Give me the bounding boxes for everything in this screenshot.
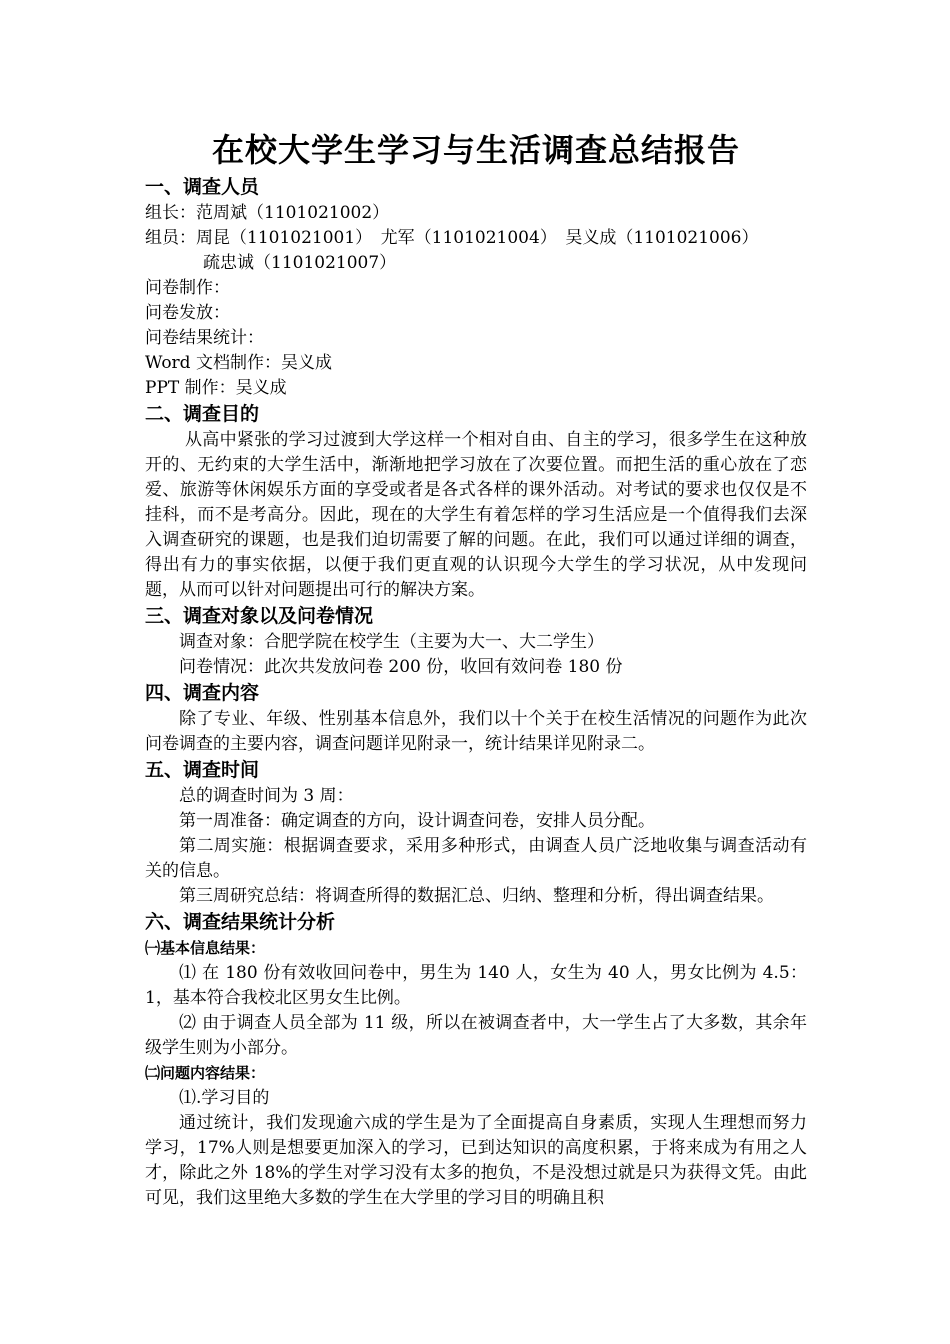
word-doc-line: Word 文档制作：吴义成 [145,353,332,373]
document-page [145,120,807,1211]
questionnaire-make-line: 问卷制作： [145,278,230,298]
questionnaire-send-line: 问卷发放： [145,303,230,323]
section-heading-time: 五、调查时间 [145,759,260,781]
subheading-question-results: ㈡问题内容结果： [145,1064,266,1082]
basic-info-item-1: ⑴ 在 180 份有效收回问卷中，男生为 140 人，女生为 40 人，男女比例为 4.5：1，基本符合我校北区男女生比例。 [145,963,807,1008]
section-heading-subjects: 三、调查对象以及问卷情况 [145,605,374,627]
leader-line: 组长：范周斌（1101021002） [145,203,390,223]
questionnaire-stats-line: 问卷结果统计： [145,328,264,348]
week3-line: 第三周研究总结：将调查所得的数据汇总、归纳、整理和分析，得出调查结果。 [179,886,774,906]
survey-target-line: 调查对象：合肥学院在校学生（主要为大一、大二学生） [179,632,604,652]
members-line: 组员：周昆（1101021001） 尤军（1101021004） 吴义成（1101021006） [145,228,759,248]
section-heading-personnel: 一、调查人员 [145,176,260,198]
week1-line: 第一周准备：确定调查的方向，设计调查问卷，安排人员分配。 [179,811,655,831]
content-paragraph: 除了专业、年级、性别基本信息外，我们以十个关于在校生活情况的问题作为此次问卷调查的主要内容，调查问题详见附录一，统计结果详见附录二。 [145,709,807,754]
questionnaire-status-line: 问卷情况：此次共发放问卷 200 份，收回有效问卷 180 份 [179,657,623,677]
ppt-line: PPT 制作：吴义成 [145,378,287,398]
purpose-paragraph: 从高中紧张的学习过渡到大学这样一个相对自由、自主的学习，很多学生在这种放开的、无约束的大学生活中，渐渐地把学习放在了次要位置。而把生活的重心放在了恋爱、旅游等休闲娱乐方面的享受或者是各式各样的课外活动。对考试的要求也仅仅是不挂科，而不是考高分。因此，现在的大学生有着怎样的学习生活应是一个值得我们去深入调查研究的课题，也是我们迫切需要了解的问题。在此，我们可以通过详细的调查，得出有力的事实依据，以便于我们更直观的认识现今大学生的学习状况，从中发现问题，从而可以针对问题提出可行的解决方案。 [145,430,807,600]
section-heading-content: 四、调查内容 [145,682,260,704]
members-line-continued: 疏忠诚（1101021007） [203,253,397,273]
question-1-paragraph: 通过统计，我们发现逾六成的学生是为了全面提高自身素质，实现人生理想而努力学习，17%人则是想要更加深入的学习，已到达知识的高度积累，于将来成为有用之人才，除此之外 18%的学生对学习没有太多的抱负，不是没想过就是只为获得文凭。由此可见，我们这里绝大多数的学生在大学里的学习目的明确且积 [145,1113,807,1208]
subheading-basic-info: ㈠基本信息结果： [145,939,266,957]
section-heading-results: 六、调查结果统计分析 [145,911,336,933]
question-1-title: ⑴.学习目的 [179,1088,270,1108]
time-total-line: 总的调查时间为 3 周： [179,786,354,806]
document-title: 在校大学生学习与生活调查总结报告 [211,131,740,169]
week2-paragraph: 第二周实施：根据调查要求，采用多种形式，由调查人员广泛地收集与调查活动有关的信息。 [145,836,807,881]
section-heading-purpose: 二、调查目的 [145,403,260,425]
basic-info-item-2: ⑵ 由于调查人员全部为 11 级，所以在被调查者中，大一学生占了大多数，其余年级学生则为小部分。 [145,1013,807,1058]
